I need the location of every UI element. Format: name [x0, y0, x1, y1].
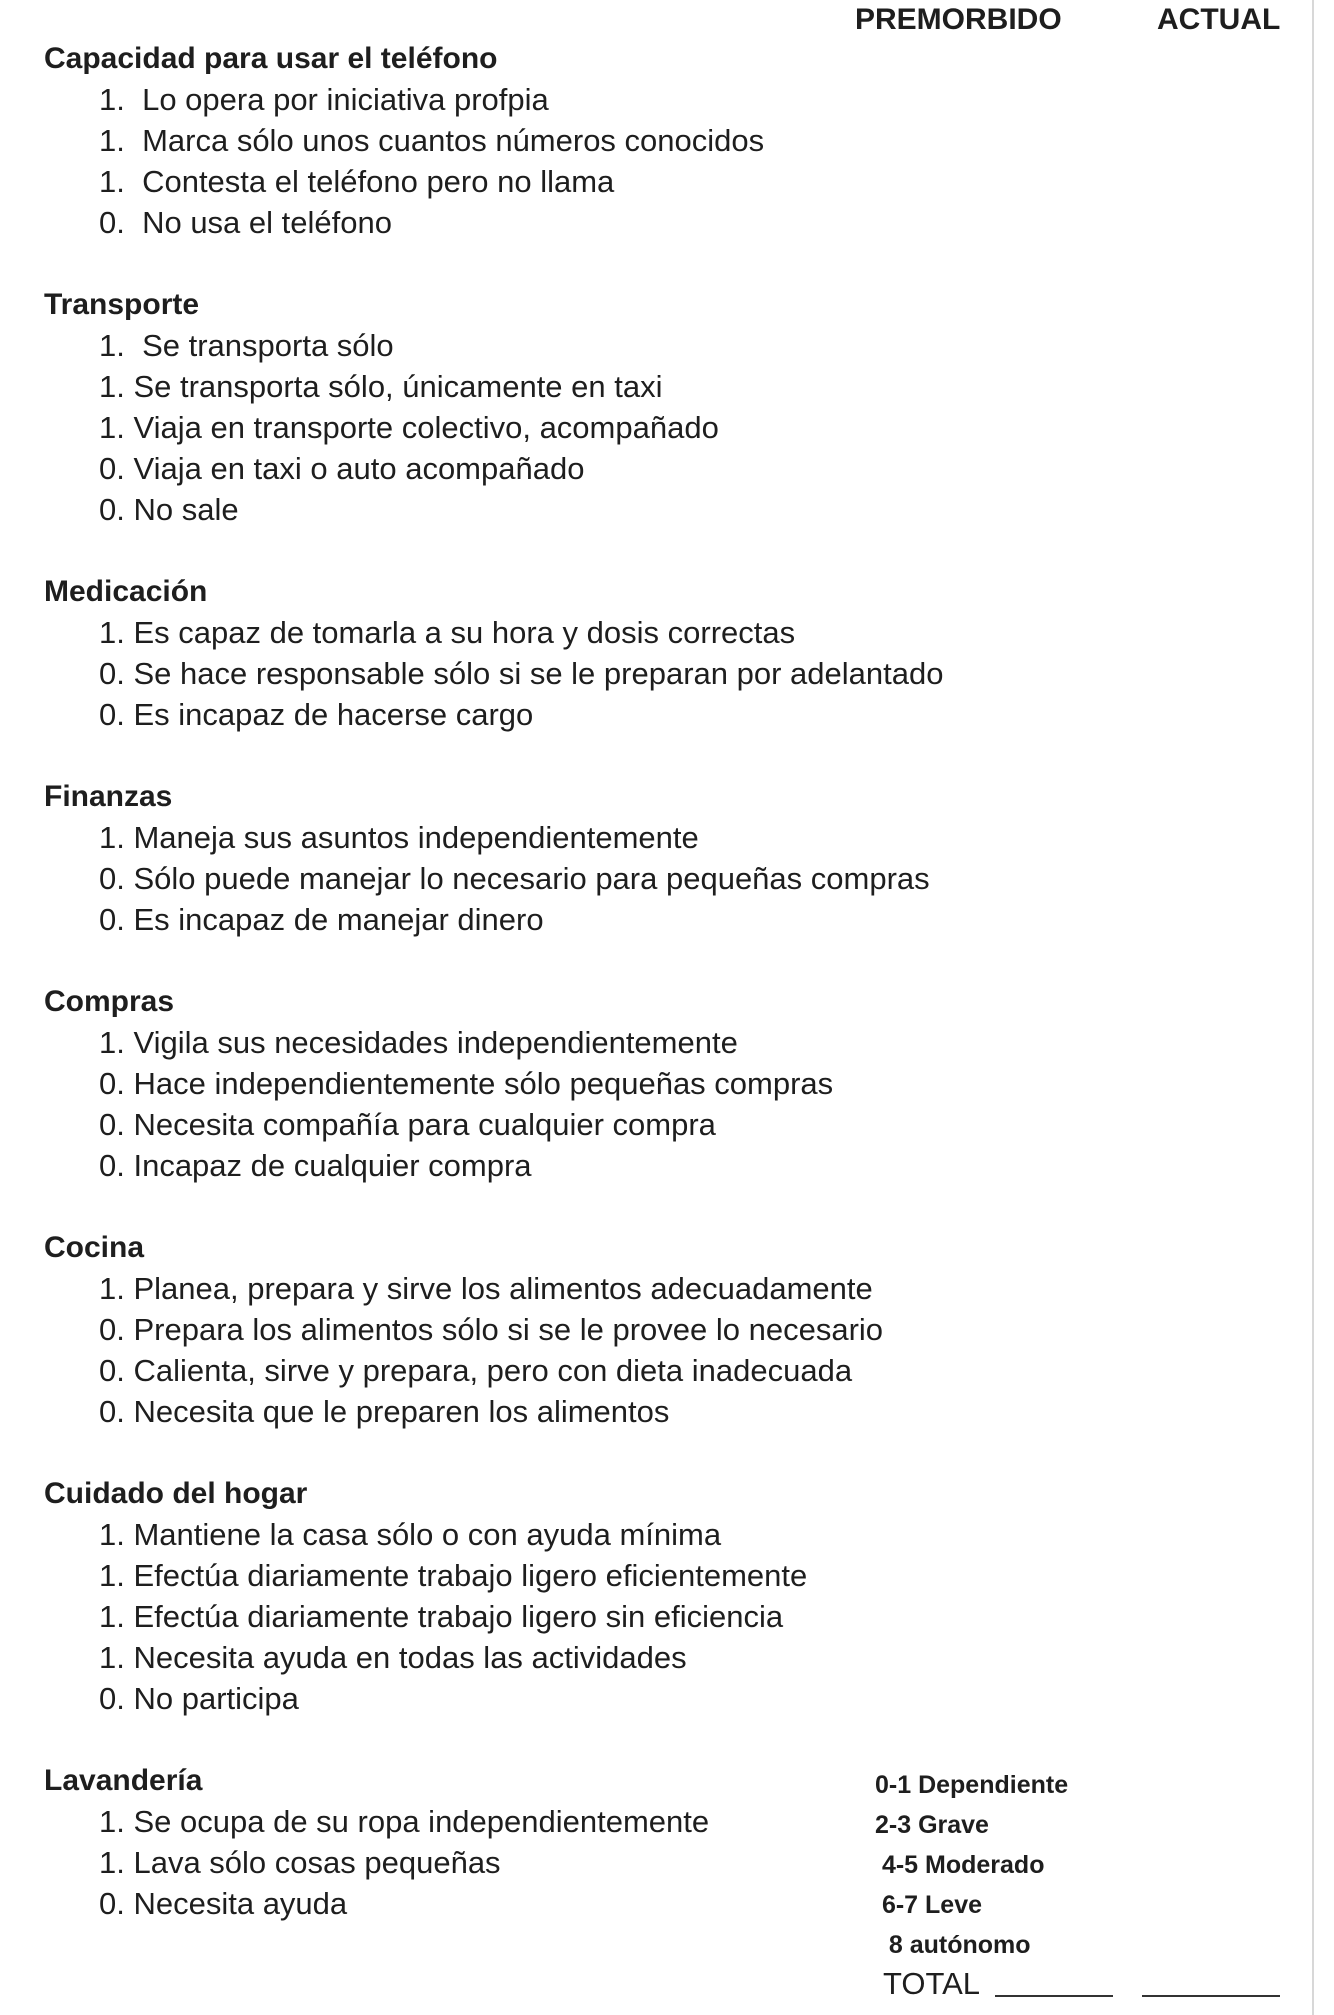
option-item: 1. Viaja en transporte colectivo, acompañado — [99, 410, 719, 445]
page-border — [1312, 0, 1314, 2015]
column-header-premorbido: PREMORBIDO — [855, 3, 1062, 36]
section — [44, 38, 1294, 243]
option-item: 0. Necesita compañía para cualquier compra — [99, 1107, 716, 1142]
scoring-legend — [875, 1765, 1280, 2003]
section — [44, 981, 1294, 1186]
column-header-actual: ACTUAL — [1157, 3, 1281, 36]
option-item: 1. Lava sólo cosas pequeñas — [99, 1845, 501, 1880]
option-item: 1. Lo opera por iniciativa profpia — [99, 82, 549, 117]
total-label: TOTAL — [883, 1966, 981, 2001]
option-item: 1. Maneja sus asuntos independientemente — [99, 820, 699, 855]
section — [44, 776, 1294, 940]
option-item: 0. Necesita que le preparen los alimentos — [99, 1394, 670, 1429]
option-item: 1. Efectúa diariamente trabajo ligero sin eficiencia — [99, 1599, 784, 1634]
option-item: 0. Hace independientemente sólo pequeñas compras — [99, 1066, 834, 1101]
section-title: Compras — [44, 985, 175, 1018]
total-actual-blank[interactable] — [1142, 1995, 1280, 1997]
option-item: 0. Sólo puede manejar lo necesario para pequeñas compras — [99, 861, 930, 896]
option-item: 0. Incapaz de cualquier compra — [99, 1148, 532, 1183]
option-item: 1. Se ocupa de su ropa independientemente — [99, 1804, 710, 1839]
option-item: 0. Calienta, sirve y prepara, pero con dieta inadecuada — [99, 1353, 853, 1388]
option-item: 1. Se transporta sólo — [99, 328, 394, 363]
option-item: 0. Prepara los alimentos sólo si se le provee lo necesario — [99, 1312, 884, 1347]
option-item: 1. Marca sólo unos cuantos números conocidos — [99, 123, 765, 158]
section-title: Transporte — [44, 288, 200, 321]
questionnaire-sections — [44, 38, 1294, 1965]
section-title: Medicación — [44, 575, 208, 608]
option-item: 1. Planea, prepara y sirve los alimentos adecuadamente — [99, 1271, 873, 1306]
section — [44, 284, 1294, 530]
section-title: Cuidado del hogar — [44, 1477, 308, 1510]
section-title: Cocina — [44, 1231, 145, 1264]
score-range: 8 autónomo — [875, 1931, 1031, 1959]
option-item: 1. Se transporta sólo, únicamente en taxi — [99, 369, 663, 404]
option-item: 0. Se hace responsable sólo si se le preparan por adelantado — [99, 656, 944, 691]
option-item: 0. No sale — [99, 492, 239, 527]
option-item: 0. Es incapaz de manejar dinero — [99, 902, 544, 937]
option-item: 0. Es incapaz de hacerse cargo — [99, 697, 534, 732]
option-item: 0. No participa — [99, 1681, 299, 1716]
option-item: 1. Vigila sus necesidades independientemente — [99, 1025, 738, 1060]
option-item: 0. Viaja en taxi o auto acompañado — [99, 451, 585, 486]
option-item: 1. Efectúa diariamente trabajo ligero eficientemente — [99, 1558, 808, 1593]
section — [44, 571, 1294, 735]
option-item: 1. Necesita ayuda en todas las actividades — [99, 1640, 687, 1675]
score-range: 4-5 Moderado — [875, 1851, 1045, 1879]
score-range: 6-7 Leve — [875, 1891, 983, 1919]
section-title: Finanzas — [44, 780, 173, 813]
score-range: 2-3 Grave — [875, 1811, 989, 1839]
section — [44, 1473, 1294, 1719]
total-premorbido-blank[interactable] — [995, 1995, 1113, 1997]
option-item: 1. Mantiene la casa sólo o con ayuda mínima — [99, 1517, 722, 1552]
option-item: 1. Contesta el teléfono pero no llama — [99, 164, 615, 199]
option-item: 0. No usa el teléfono — [99, 205, 392, 240]
total-row — [883, 1965, 1280, 2003]
option-item: 0. Necesita ayuda — [99, 1886, 348, 1921]
score-range: 0-1 Dependiente — [875, 1771, 1069, 1799]
option-item: 1. Es capaz de tomarla a su hora y dosis correctas — [99, 615, 796, 650]
section-title: Capacidad para usar el teléfono — [44, 42, 498, 75]
section-title: Lavandería — [44, 1764, 203, 1797]
section — [44, 1227, 1294, 1432]
